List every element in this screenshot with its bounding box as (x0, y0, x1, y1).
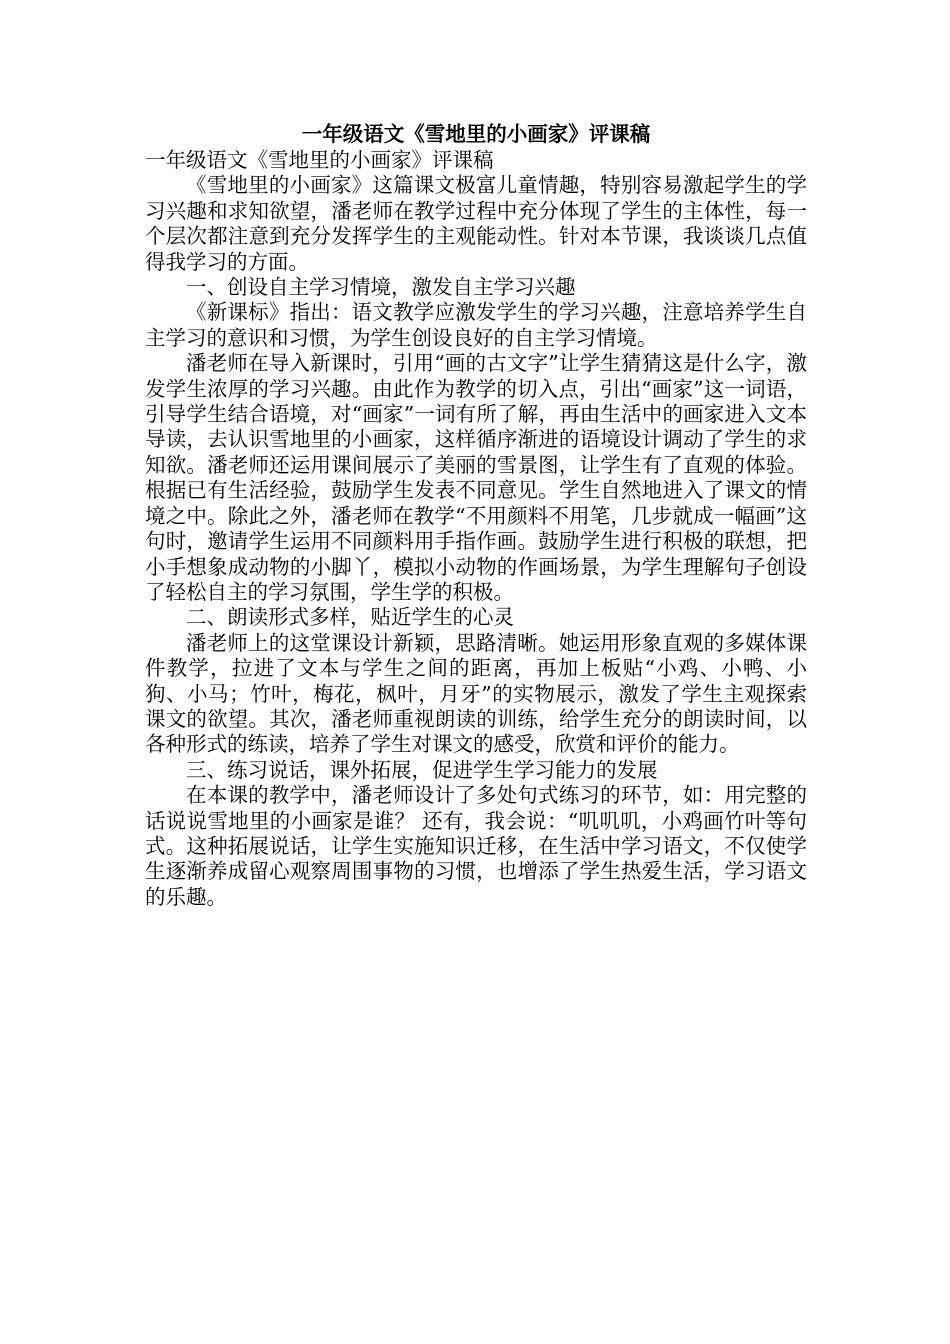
section-heading-2: 二、朗读形式多样，贴近学生的心灵 (186, 605, 514, 630)
document-page (145, 121, 807, 910)
section-heading-1: 一、创设自主学习情境，激发自主学习兴趣 (186, 275, 576, 300)
paragraph-introduction-lesson: 潘老师在导入新课时，引用“画的古文字”让学生猜猜这是什么字，激发学生浓厚的学习兴趣。由此作为教学的切入点，引出“画家”这一词语，引导学生结合语境，对“画家”一词有所了解，再由生活中的画家进入文本导读，去认识雪地里的小画家，这样循序渐进的语境设计调动了学生的求知欲。潘老师还运用课间展示了美丽的雪景图，让学生有了直观的体验。根据已有生活经验，鼓励学生发表不同意见。学生自然地进入了课文的情境之中。除此之外，潘老师在教学“不用颜料不用笔，几步就成一幅画”这句时，邀请学生运用不同颜料用手指作画。鼓励学生进行积极的联想，把小手想象成动物的小脚丫，模拟小动物的作画场景，为学生理解句子创设了轻松自主的学习氛围，学生学的积极。 (145, 351, 807, 604)
paragraph-intro: 《雪地里的小画家》这篇课文极富儿童情趣，特别容易激起学生的学习兴趣和求知欲望，潘老师在教学过程中充分体现了学生的主体性，每一个层次都注意到充分发挥学生的主观能动性。针对本节课，我谈谈几点值得我学习的方面。 (145, 173, 807, 274)
document-title: 一年级语文《雪地里的小画家》评课稿 (301, 122, 651, 146)
paragraph-reading: 潘老师上的这堂课设计新颖，思路清晰。她运用形象直观的多媒体课件教学，拉进了文本与学生之间的距离，再加上板贴“小鸡、小鸭、小狗、小马；竹叶，梅花，枫叶，月牙”的实物展示，激发了学生主观探索课文的欲望。其次，潘老师重视朗读的训练，给学生充分的朗读时间，以各种形式的练读，培养了学生对课文的感受，欣赏和评价的能力。 (145, 630, 807, 757)
paragraph-speaking-practice: 在本课的教学中，潘老师设计了多处句式练习的环节，如：用完整的话说说雪地里的小画家是谁？ 还有，我会说：“叽叽叽，小鸡画竹叶等句式。这种拓展说话，让学生实施知识迁移，在生活中学习语文，不仅使学生逐渐养成留心观察周围事物的习惯，也增添了学生热爱生活，学习语文的乐趣。 (145, 783, 807, 909)
paragraph-subtitle: 一年级语文《雪地里的小画家》评课稿 (145, 148, 494, 172)
paragraph-standard: 《新课标》指出：语文教学应激发学生的学习兴趣，注意培养学生自主学习的意识和习惯，为学生创设良好的自主学习情境。 (145, 300, 807, 350)
section-heading-3: 三、练习说话，课外拓展，促进学生学习能力的发展 (186, 757, 658, 782)
